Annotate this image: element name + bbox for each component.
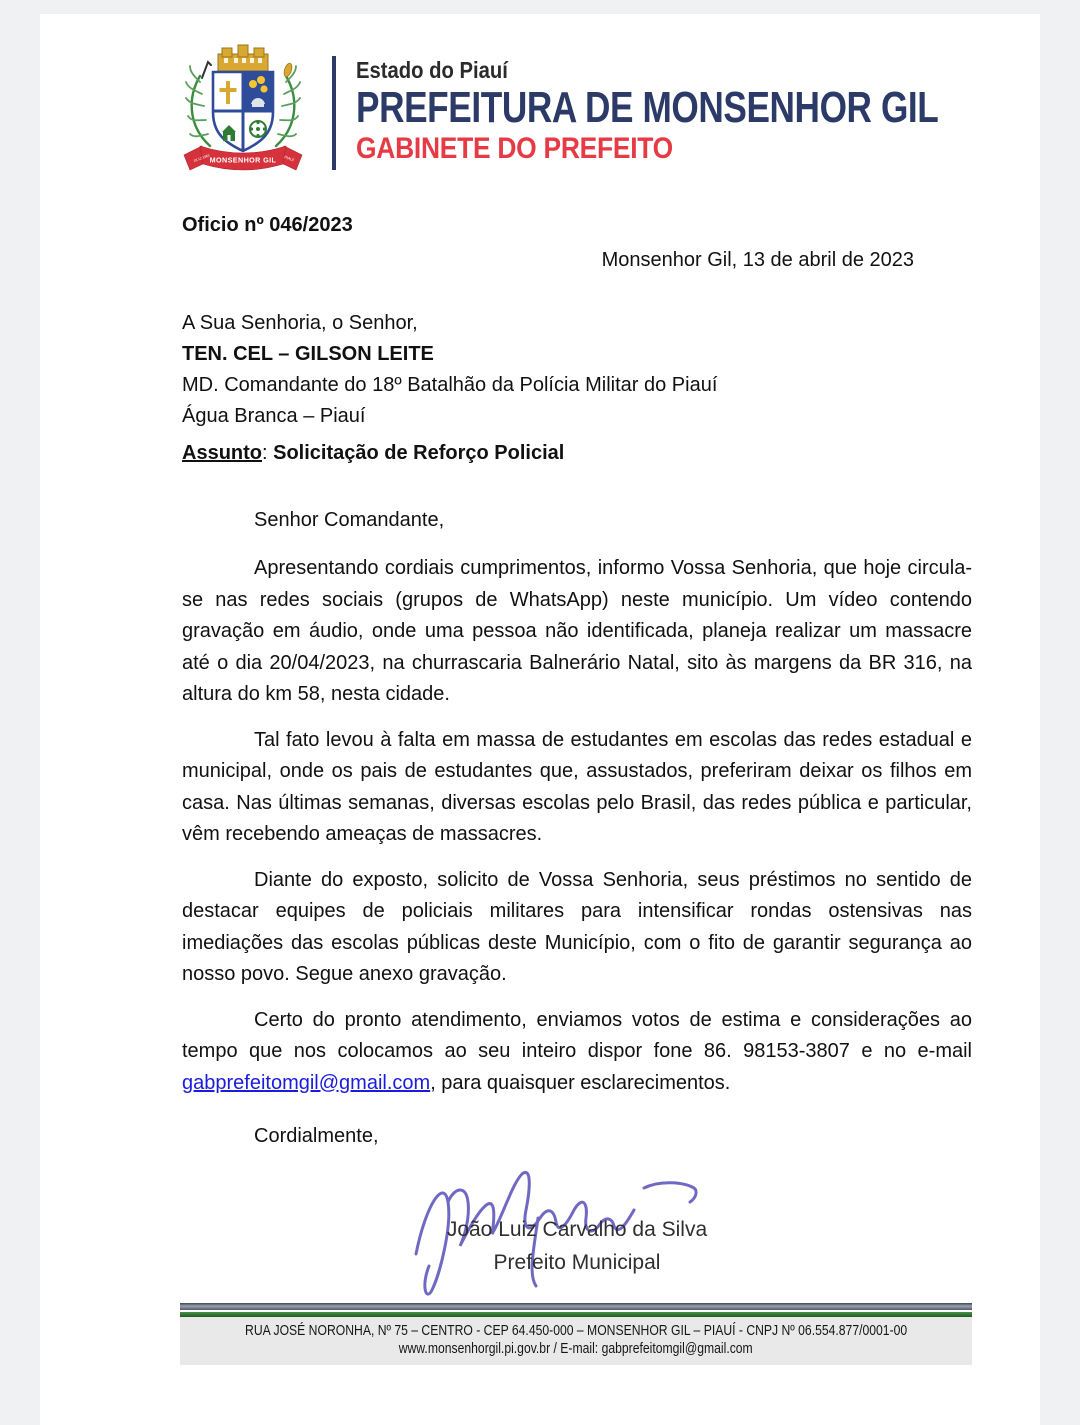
footer-band xyxy=(180,1317,972,1365)
letter-page xyxy=(40,14,1040,1425)
footer-contacts: www.monsenhorgil.pi.gov.br / E-mail: gabprefeitomgil@gmail.com xyxy=(398,1341,753,1357)
email-link[interactable]: gabprefeitomgil@gmail.com xyxy=(182,1071,431,1094)
closing-text-before: Certo do pronto atendimento, enviamos votos de estima e considerações ao tempo que nos colocamos ao seu inteiro dispor fone 86. 98153-3807 e no e-mail xyxy=(182,1008,972,1062)
left-branch-icon xyxy=(186,62,211,146)
footer-slate-stripe xyxy=(180,1303,972,1310)
paragraph-2: Tal fato levou à falta em massa de estudantes em escolas das redes estadual e municipal, onde os pais de estudantes que, assustados, preferiram deixar os filhos em casa. Nas últimas semanas, diversas escolas pelo Brasil, das redes pública e particular, vêm recebendo ameaças de massacres. xyxy=(182,728,972,845)
prefecture-title: PREFEITURA DE MONSENHOR GIL xyxy=(356,82,939,132)
recipient-line: A Sua Senhoria, o Senhor, xyxy=(182,312,418,334)
ribbon-center-text: MONSENHOR GIL xyxy=(209,155,277,165)
letterhead xyxy=(178,42,1080,180)
ribbon-right-text: PIAUÍ xyxy=(283,155,295,163)
shield-icon xyxy=(213,72,273,151)
crown-icon xyxy=(218,45,268,71)
letter-body xyxy=(182,210,972,1312)
right-branch-icon xyxy=(276,62,300,146)
closing-paragraph xyxy=(182,1005,972,1100)
signer-title: Prefeito Municipal xyxy=(493,1251,661,1274)
municipal-coat-of-arms-icon xyxy=(178,42,308,180)
footer-address: RUA JOSÉ NORONHA, Nº 75 – CENTRO - CEP 64.450-000 – MONSENHOR GIL – PIAUÍ - CNPJ Nº 06.554.877/0001-00 xyxy=(244,1323,908,1339)
recipient-city: Água Branca – Piauí xyxy=(182,405,366,427)
recipient-name: TEN. CEL – GILSON LEITE xyxy=(182,343,434,365)
subject-label: Assunto xyxy=(182,442,262,464)
paragraph-3: Diante do exposto, solicito de Vossa Senhoria, seus préstimos no sentido de destacar equipes de policiais militares para intensificar rondas ostensivas nas imediações das escolas públicas deste Município, com o fito de garantir segurança ao nosso povo. Segue anexo gravação. xyxy=(182,868,972,985)
recipient-block xyxy=(182,308,972,432)
salutation: Senhor Comandante, xyxy=(254,509,445,531)
subject-line xyxy=(182,438,972,469)
subject-text: Solicitação de Reforço Policial xyxy=(273,442,565,464)
paragraph-1: Apresentando cordiais cumprimentos, informo Vossa Senhoria, que hoje circula-se nas redes sociais (grupos de WhatsApp) neste município. Um vídeo contendo gravação em áudio, onde uma pessoa não identificada, planeja realizar um massacre até o dia 20/04/2023, na churrascaria Balnerário Natal, sito às margens da BR 316, na altura do km 58, nesta cidade. xyxy=(182,557,972,705)
subject-colon: : xyxy=(262,442,274,464)
header-divider xyxy=(332,56,336,170)
closing-text-after: , para quaisquer esclarecimentos. xyxy=(430,1071,731,1094)
recipient-role: MD. Comandante do 18º Batalhão da Polícia Militar do Piauí xyxy=(182,374,718,396)
state-line: Estado do Piauí xyxy=(356,56,508,83)
signer-name: João Luiz Carvalho da Silva xyxy=(446,1218,708,1241)
office-subtitle: GABINETE DO PREFEITO xyxy=(356,131,673,165)
signature-block xyxy=(182,1162,972,1312)
letterhead-titles xyxy=(356,57,1080,166)
valediction: Cordialmente, xyxy=(254,1125,379,1147)
date-line: Monsenhor Gil, 13 de abril de 2023 xyxy=(601,249,914,271)
office-number: Oficio nº 046/2023 xyxy=(182,214,353,236)
page-footer xyxy=(180,1303,972,1365)
ribbon-left-text: 18.12.1963 xyxy=(192,153,211,163)
